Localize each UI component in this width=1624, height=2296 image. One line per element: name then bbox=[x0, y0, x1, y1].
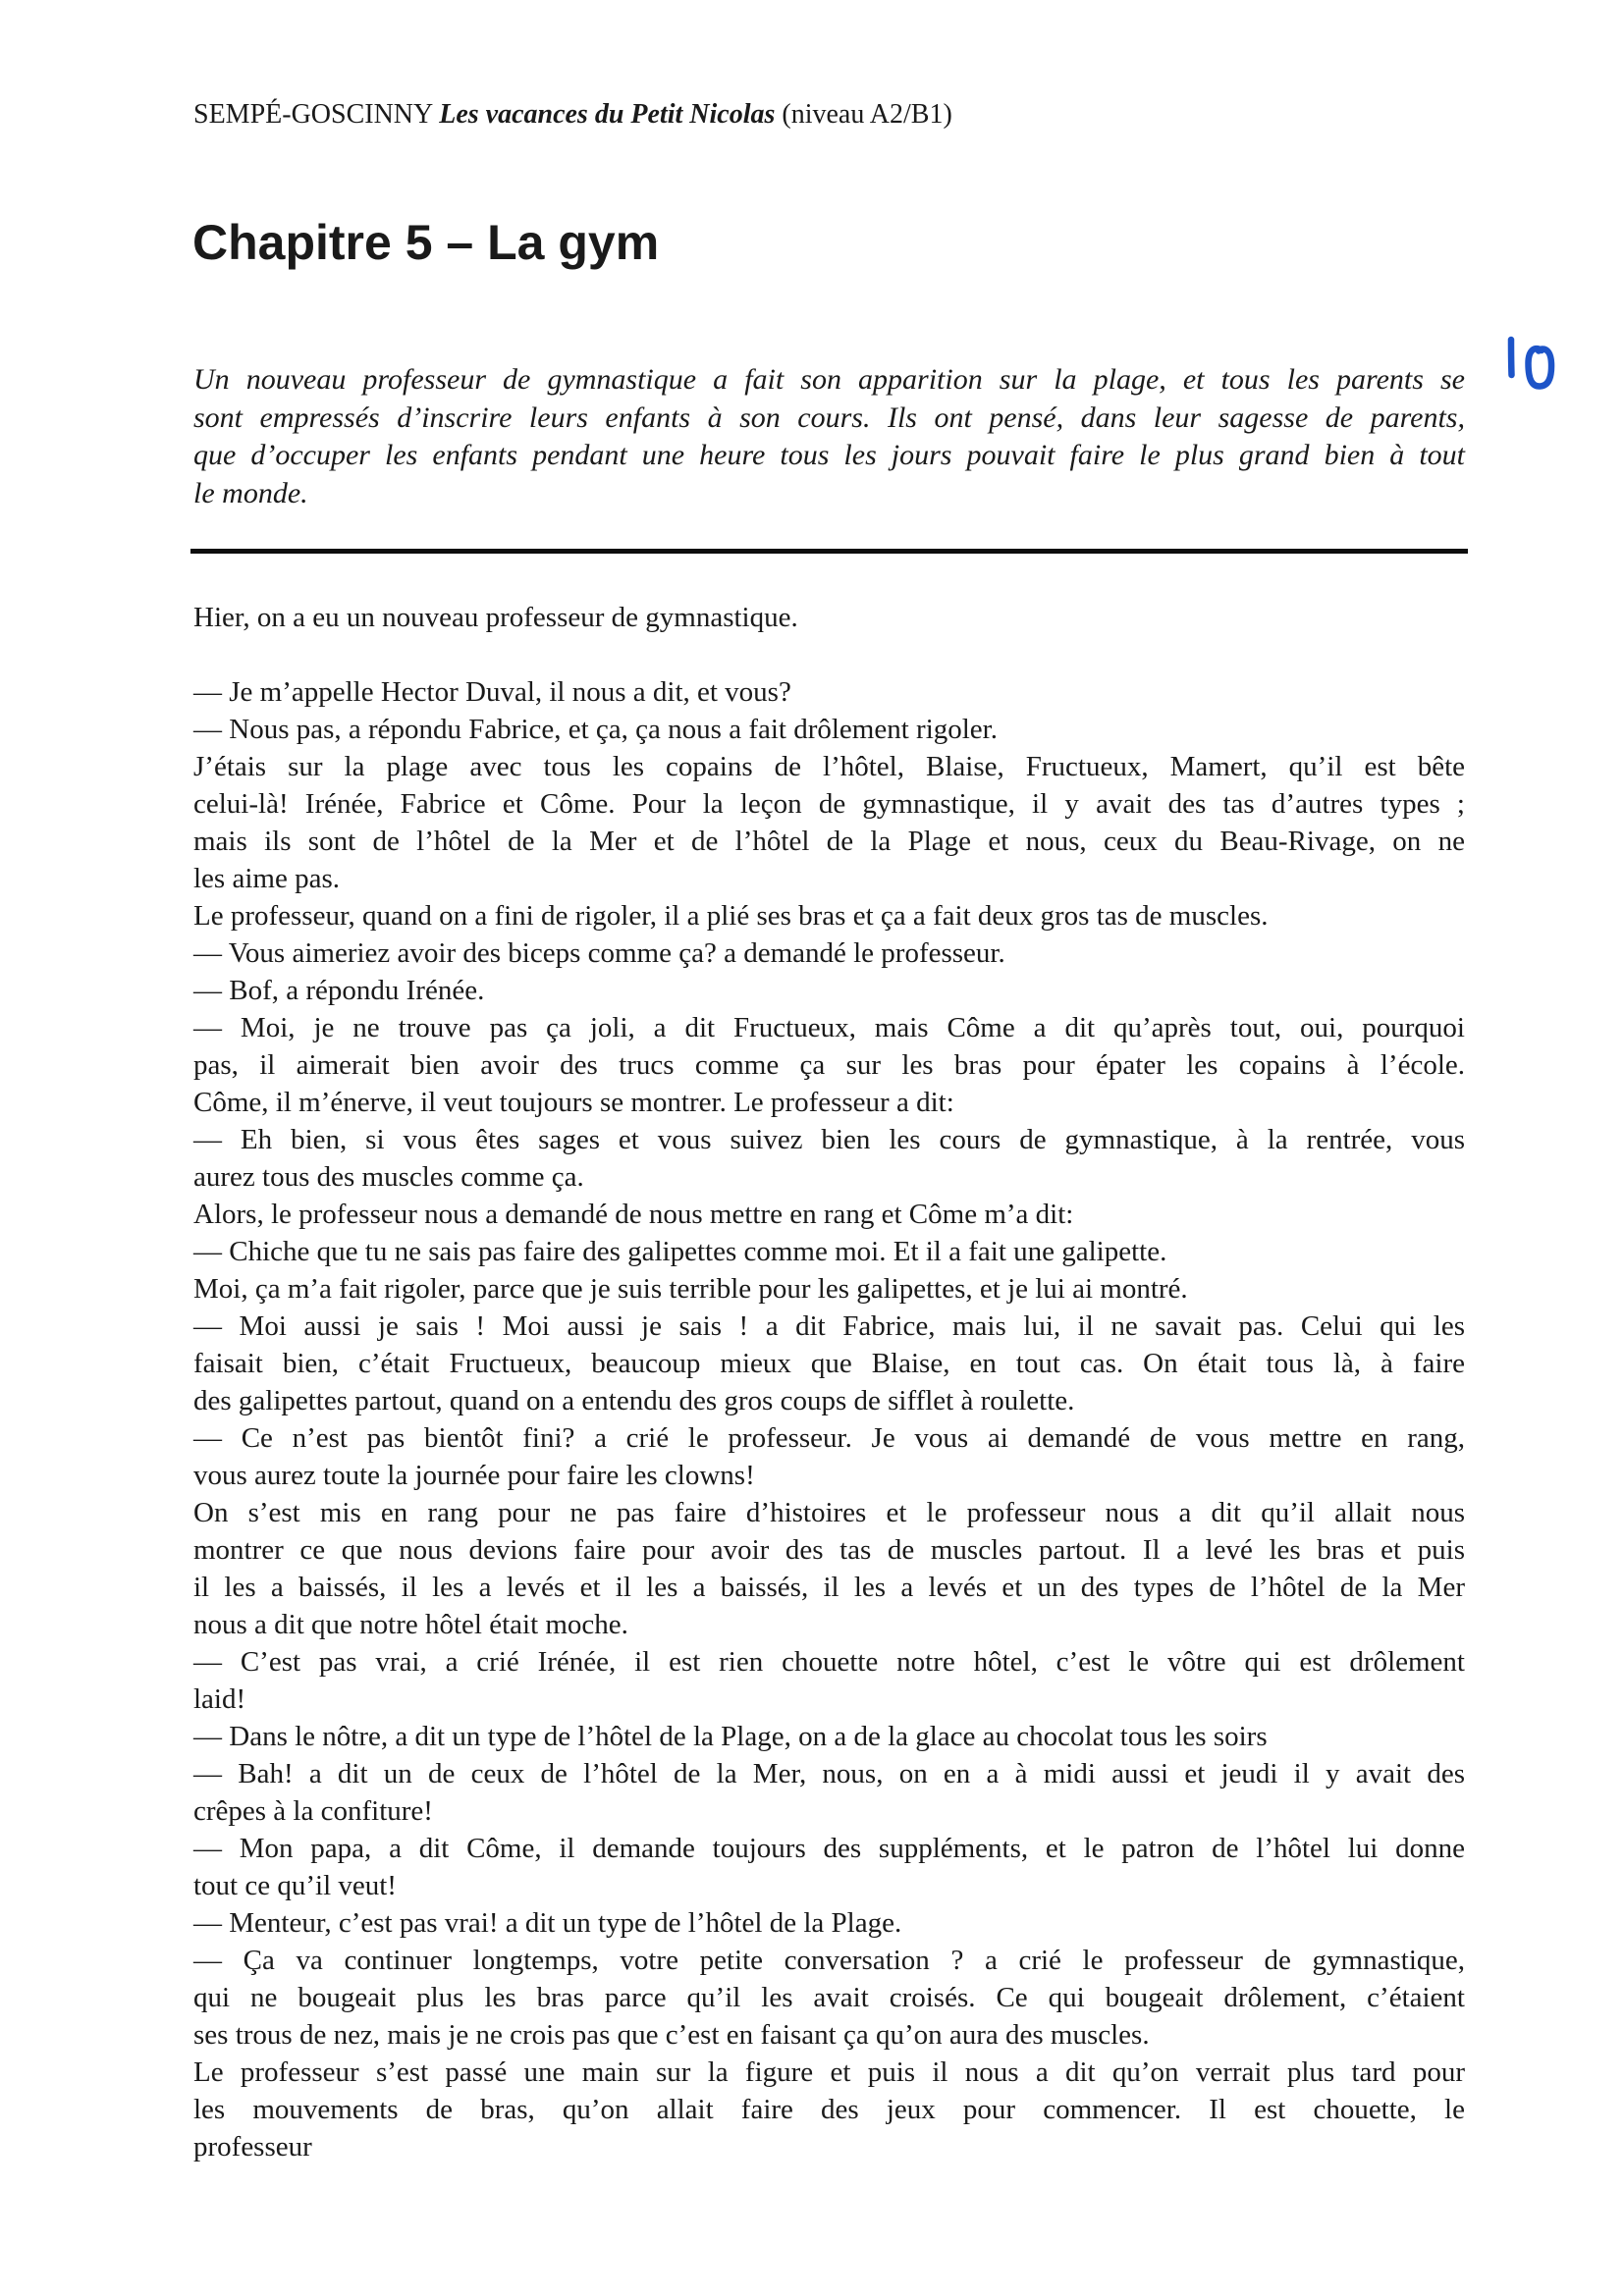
text-line: tout ce qu’il veut! bbox=[193, 1870, 397, 1901]
text-line: des galipettes partout, quand on a entendu des gros coups de sifflet à roulette. bbox=[193, 1385, 1075, 1416]
text-line: qui ne bougeait plus les bras parce qu’il les avait croisés. Ce qui bougeait drôlement, c’étaient bbox=[193, 1982, 1465, 2013]
handwritten-grade-annotation bbox=[1496, 330, 1567, 400]
text-line: Le professeur s’est passé une main sur la figure et puis il nous a dit qu’on verrait plus tard pour bbox=[193, 2056, 1465, 2088]
text-line: — Ce n’est pas bientôt fini? a crié le professeur. Je vous ai demandé de vous mettre en rang, bbox=[193, 1422, 1465, 1454]
text-line: — Ça va continuer longtemps, votre petite conversation ? a crié le professeur de gymnastique, bbox=[193, 1945, 1465, 1976]
text-line: — Eh bien, si vous êtes sages et vous suivez bien les cours de gymnastique, à la rentrée, vous bbox=[193, 1124, 1465, 1155]
level-label: (niveau A2/B1) bbox=[775, 99, 952, 130]
book-title: Les vacances du Petit Nicolas bbox=[439, 99, 776, 130]
author-name: SEMPÉ-GOSCINNY bbox=[193, 99, 440, 130]
text-line: — Bof, a répondu Irénée. bbox=[193, 975, 485, 1006]
text-line: ses trous de nez, mais je ne crois pas que c’est en faisant ça qu’on aura des muscles. bbox=[193, 2019, 1150, 2051]
text-line: celui-là! Irénée, Fabrice et Côme. Pour la leçon de gymnastique, il y avait des tas d’autres types ; bbox=[193, 788, 1465, 820]
text-line: On s’est mis en rang pour ne pas faire d’histoires et le professeur nous a dit qu’il allait nous bbox=[193, 1497, 1465, 1528]
intro-paragraph bbox=[193, 361, 1465, 512]
text-line: — Dans le nôtre, a dit un type de l’hôtel de la Plage, on a de la glace au chocolat tous les soirs bbox=[193, 1721, 1268, 1752]
text-line: nous a dit que notre hôtel était moche. bbox=[193, 1609, 628, 1640]
text-line: — C’est pas vrai, a crié Irénée, il est rien chouette notre hôtel, c’est le vôtre qui est drôlement bbox=[193, 1646, 1465, 1678]
text-line: — Menteur, c’est pas vrai! a dit un type de l’hôtel de la Plage. bbox=[193, 1907, 902, 1939]
text-line: aurez tous des muscles comme ça. bbox=[193, 1161, 584, 1193]
text-line: Hier, on a eu un nouveau professeur de gymnastique. bbox=[193, 602, 798, 633]
text-line: Côme, il m’énerve, il veut toujours se montrer. Le professeur a dit: bbox=[193, 1087, 954, 1118]
section-divider-rule bbox=[190, 549, 1468, 554]
text-line: — Je m’appelle Hector Duval, il nous a dit, et vous? bbox=[193, 676, 791, 708]
text-line: — Bah! a dit un de ceux de l’hôtel de la Mer, nous, on en a à midi aussi et jeudi il y avait des bbox=[193, 1758, 1465, 1789]
text-line: — Moi, je ne trouve pas ça joli, a dit Fructueux, mais Côme a dit qu’après tout, oui, pourquoi bbox=[193, 1012, 1465, 1043]
text-line: les mouvements de bras, qu’on allait faire des jeux pour commencer. Il est chouette, le bbox=[193, 2094, 1465, 2125]
text-line: mais ils sont de l’hôtel de la Mer et de l’hôtel de la Plage et nous, ceux du Beau-Rivage, on ne bbox=[193, 826, 1465, 857]
text-line: que d’occuper les enfants pendant une heure tous les jours pouvait faire le plus grand bien à tout bbox=[193, 439, 1465, 471]
text-line: crêpes à la confiture! bbox=[193, 1795, 433, 1827]
text-line: professeur bbox=[193, 2131, 312, 2163]
text-line: sont empressés d’inscrire leurs enfants à son cours. Ils ont pensé, dans leur sagesse de parents, bbox=[193, 400, 1465, 434]
text-line: — Mon papa, a dit Côme, il demande toujours des suppléments, et le patron de l’hôtel lui donne bbox=[193, 1833, 1465, 1864]
blank-line bbox=[193, 636, 1465, 673]
chapter-title: Chapitre 5 – La gym bbox=[192, 215, 660, 270]
text-line: laid! bbox=[193, 1683, 246, 1715]
body-text bbox=[193, 599, 1465, 2165]
text-line: Le professeur, quand on a fini de rigoler, il a plié ses bras et ça a fait deux gros tas de muscles. bbox=[193, 900, 1269, 932]
text-line: il les a baissés, il les a levés et il les a baissés, il les a levés et un des types de l’hôtel de la Mer bbox=[193, 1572, 1465, 1603]
text-line: montrer ce que nous devions faire pour avoir des tas de muscles partout. Il a levé les bras et puis bbox=[193, 1534, 1465, 1566]
text-line: — Chiche que tu ne sais pas faire des galipettes comme moi. Et il a fait une galipette. bbox=[193, 1236, 1167, 1267]
handwritten-10-icon bbox=[1496, 330, 1567, 400]
text-line: J’étais sur la plage avec tous les copains de l’hôtel, Blaise, Fructueux, Mamert, qu’il est bête bbox=[193, 751, 1465, 782]
text-line: — Nous pas, a répondu Fabrice, et ça, ça nous a fait drôlement rigoler. bbox=[193, 714, 998, 745]
text-line: le monde. bbox=[193, 476, 308, 509]
text-line: Moi, ça m’a fait rigoler, parce que je suis terrible pour les galipettes, et je lui ai montré. bbox=[193, 1273, 1188, 1305]
text-line: Un nouveau professeur de gymnastique a fait son apparition sur la plage, et tous les parents se bbox=[193, 363, 1465, 396]
text-line: faisait bien, c’était Fructueux, beaucoup mieux que Blaise, en tout cas. On était tous là, à faire bbox=[193, 1348, 1465, 1379]
text-line: Alors, le professeur nous a demandé de nous mettre en rang et Côme m’a dit: bbox=[193, 1199, 1074, 1230]
text-line: les aime pas. bbox=[193, 863, 340, 894]
text-line: — Vous aimeriez avoir des biceps comme ça? a demandé le professeur. bbox=[193, 937, 1005, 969]
text-line: pas, il aimerait bien avoir des trucs comme ça sur les bras pour épater les copains à l’école. bbox=[193, 1049, 1465, 1081]
text-line: — Moi aussi je sais ! Moi aussi je sais ! a dit Fabrice, mais lui, il ne savait pas. Celui qui les bbox=[193, 1310, 1465, 1342]
text-line: vous aurez toute la journée pour faire les clowns! bbox=[193, 1460, 755, 1491]
running-header bbox=[193, 98, 952, 132]
